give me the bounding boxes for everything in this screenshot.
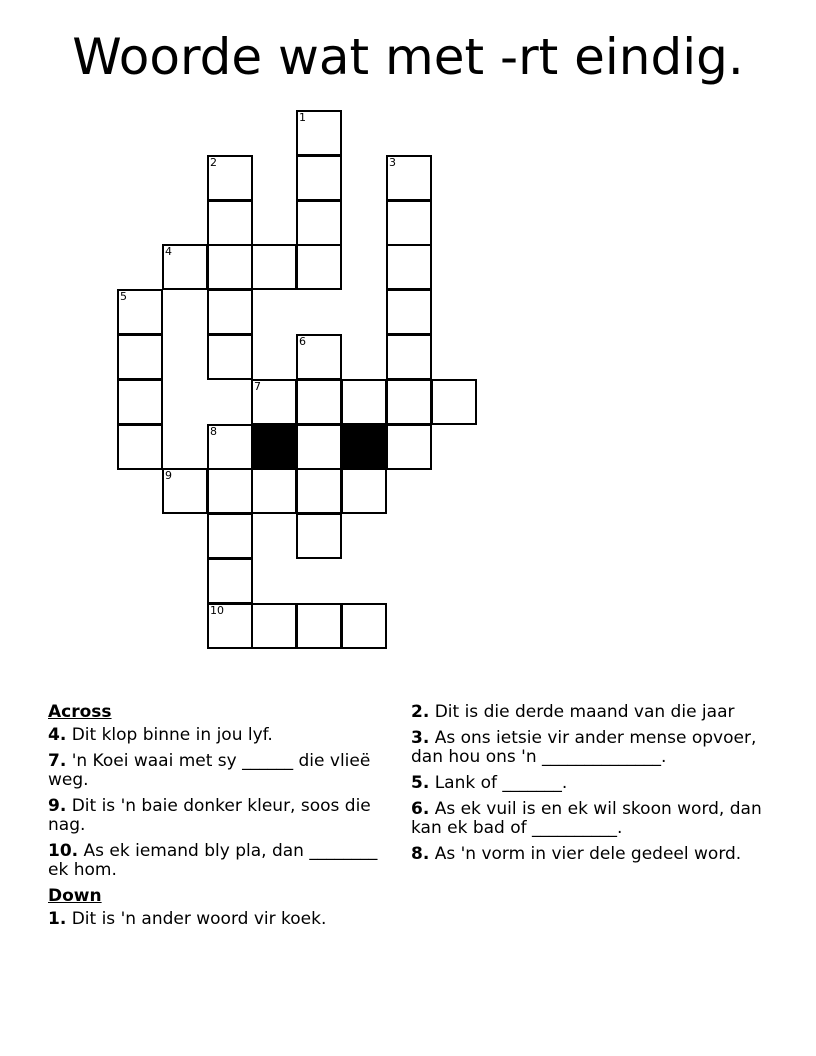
down-clue-list [48,910,378,929]
clue-item [411,703,781,722]
clue-text: As 'n vorm in vier dele gedeel word. [429,844,742,864]
clue-item [48,910,378,929]
crossword-cell[interactable] [207,200,253,246]
crossword-cell[interactable] [251,244,297,290]
crossword-cell[interactable] [296,334,342,380]
crossword-cell[interactable] [341,379,387,425]
crossword-cell[interactable] [296,110,342,156]
crossword-cell[interactable] [296,155,342,201]
crossword-cell[interactable] [431,379,477,425]
clue-number-label: 7. [48,751,67,771]
clue-number: 8 [210,425,217,438]
clue-text: Dit is die derde maand van die jaar [429,702,735,722]
clue-number-label: 6. [411,799,430,819]
clue-item [48,752,378,790]
clues-left-column [48,703,378,936]
crossword-cell[interactable] [162,468,208,514]
clue-text: As ons ietsie vir ander mense opvoer, dan hou ons 'n ______________. [411,728,757,767]
clue-number: 10 [210,604,224,617]
clue-number: 5 [120,290,127,303]
clue-item [411,845,781,864]
clue-number: 1 [299,111,306,124]
clue-text: Dit is 'n ander woord vir koek. [66,909,327,929]
page-title: Woorde wat met -rt eindig. [72,28,744,86]
crossword-black-cell [251,424,297,470]
crossword-cell[interactable] [251,468,297,514]
crossword-cell[interactable] [207,513,253,559]
clue-item [48,842,378,880]
crossword-cell[interactable] [296,603,342,649]
crossword-cell[interactable] [341,468,387,514]
clue-item [48,726,378,745]
clue-number: 6 [299,335,306,348]
crossword-cell[interactable] [296,513,342,559]
crossword-cell[interactable] [296,468,342,514]
crossword-cell[interactable] [207,334,253,380]
crossword-cell[interactable] [162,244,208,290]
crossword-cell[interactable] [386,289,432,335]
down-heading: Down [48,886,102,906]
across-heading: Across [48,702,112,722]
crossword-black-cell [341,424,387,470]
clues-right-column [411,703,781,871]
clue-number-label: 3. [411,728,430,748]
clue-text: As ek vuil is en ek wil skoon word, dan kan ek bad of __________. [411,799,762,838]
clue-text: Dit is 'n baie donker kleur, soos die nag. [48,796,371,835]
clue-number: 9 [165,469,172,482]
clue-item [48,797,378,835]
crossword-cell[interactable] [386,200,432,246]
crossword-cell[interactable] [207,468,253,514]
crossword-cell[interactable] [386,424,432,470]
clue-number: 2 [210,156,217,169]
crossword-cell[interactable] [386,379,432,425]
clue-item [411,774,781,793]
clue-text: Dit klop binne in jou lyf. [66,725,273,745]
crossword-cell[interactable] [251,603,297,649]
crossword-cell[interactable] [207,244,253,290]
across-clue-list [48,726,378,880]
crossword-cell[interactable] [207,155,253,201]
clue-number-label: 10. [48,841,79,861]
clue-number-label: 4. [48,725,67,745]
crossword-cell[interactable] [386,334,432,380]
clue-text: As ek iemand bly pla, dan ________ ek hom. [48,841,378,880]
clue-text: 'n Koei waai met sy ______ die vlieë weg. [48,751,371,790]
crossword-cell[interactable] [296,424,342,470]
crossword-cell[interactable] [207,558,253,604]
crossword-cell[interactable] [117,289,163,335]
crossword-cell[interactable] [251,379,297,425]
clue-item [411,729,781,767]
crossword-cell[interactable] [207,424,253,470]
clue-number-label: 8. [411,844,430,864]
crossword-cell[interactable] [386,244,432,290]
clue-number-label: 5. [411,773,430,793]
clue-number-label: 2. [411,702,430,722]
clue-item [411,800,781,838]
clue-number: 4 [165,245,172,258]
crossword-cell[interactable] [117,379,163,425]
crossword-cell[interactable] [207,603,253,649]
clue-number: 7 [254,380,261,393]
crossword-cell[interactable] [117,424,163,470]
crossword-cell[interactable] [117,334,163,380]
clue-number-label: 1. [48,909,67,929]
clue-number: 3 [389,156,396,169]
crossword-cell[interactable] [296,244,342,290]
crossword-cell[interactable] [341,603,387,649]
crossword-cell[interactable] [296,200,342,246]
crossword-cell[interactable] [207,289,253,335]
clue-text: Lank of _______. [429,773,568,793]
crossword-cell[interactable] [386,155,432,201]
crossword-cell[interactable] [296,379,342,425]
down-clue-list-continued [411,703,781,864]
clue-number-label: 9. [48,796,67,816]
